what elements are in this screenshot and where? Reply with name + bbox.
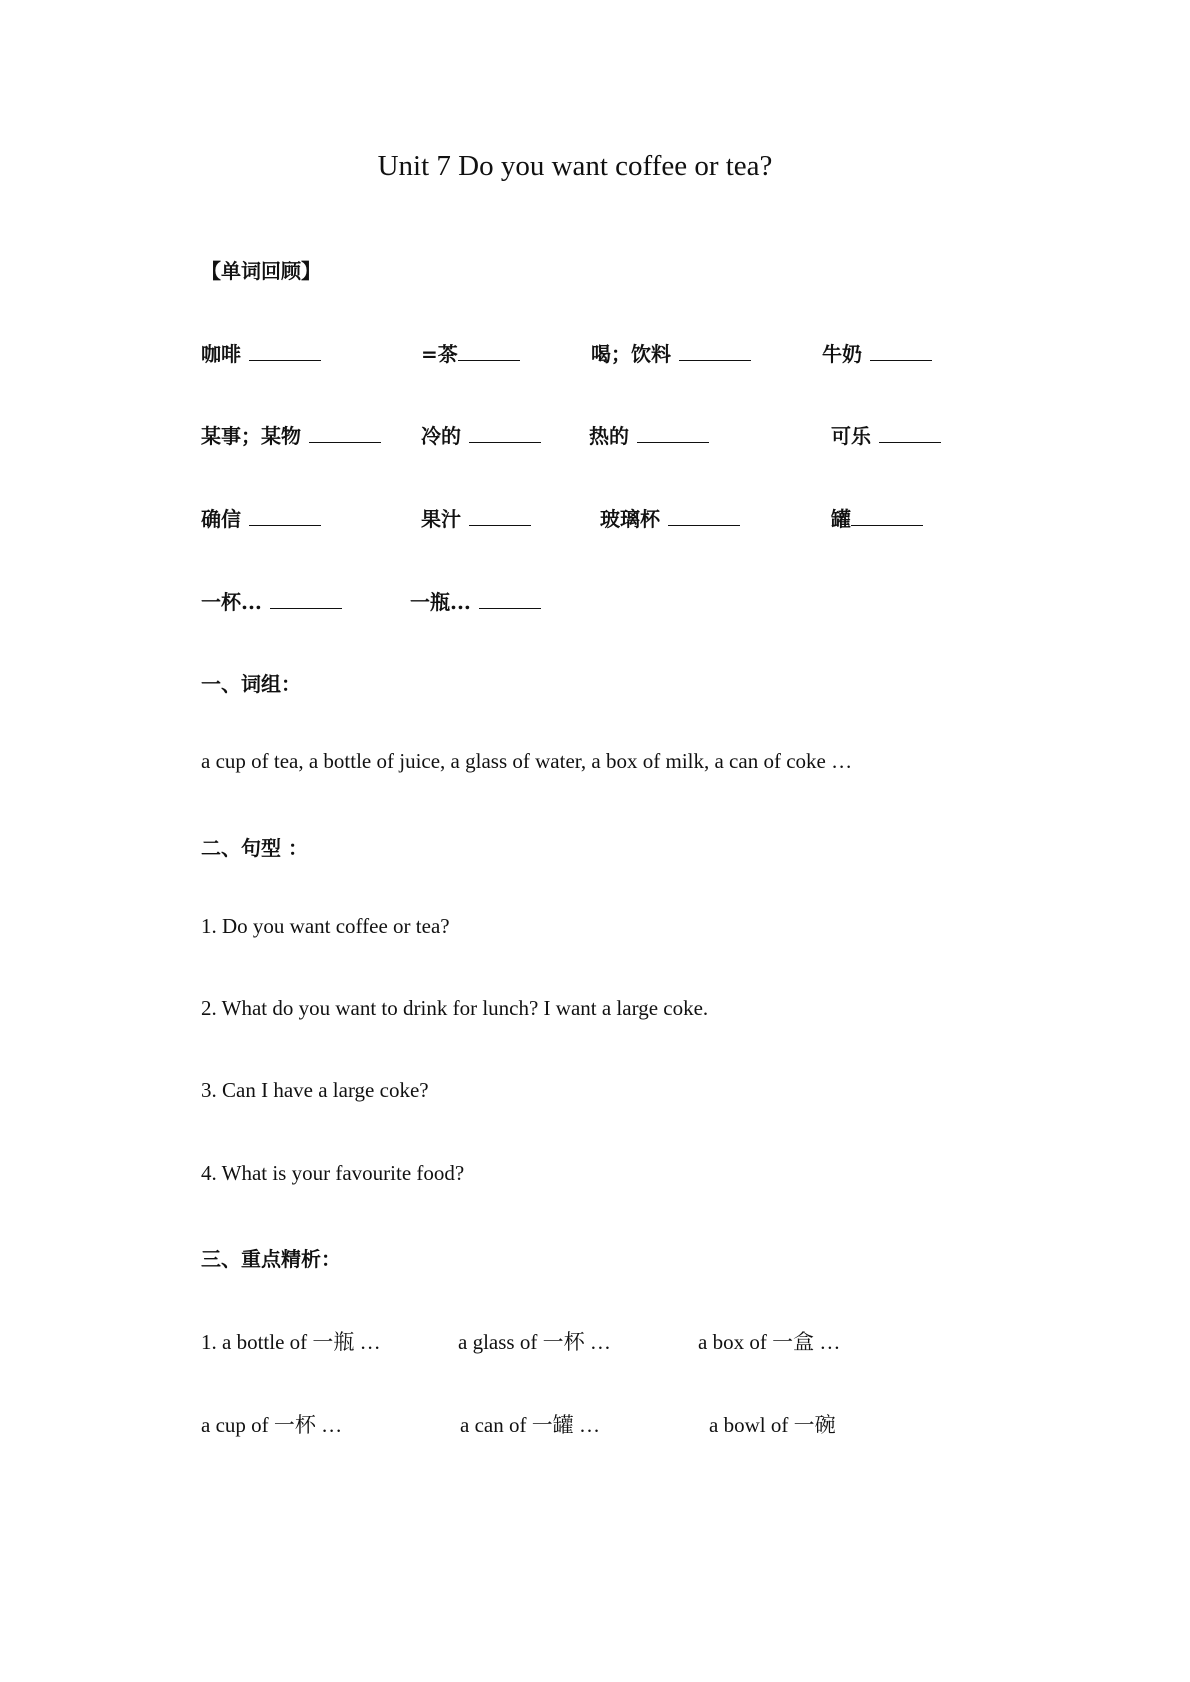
phrase-pair: a glass of 一杯 … (458, 1330, 611, 1354)
page-title: Unit 7 Do you want coffee or tea? (377, 150, 773, 182)
sentence: 3. Can I have a large coke? (201, 1078, 429, 1102)
vocab-item: 热的 (589, 420, 709, 449)
sentence: 4. What is your favourite food? (201, 1161, 465, 1185)
vocab-item: 冷的 (421, 420, 541, 449)
sentence: 1. Do you want coffee or tea? (201, 914, 450, 938)
vocab-item: 确信 (201, 503, 321, 532)
vocab-item: 某事；某物 (201, 420, 381, 449)
vocab-item: 玻璃杯 (600, 503, 740, 532)
vocab-item: 喝；饮料 (591, 338, 751, 367)
vocab-item: 一瓶... (410, 586, 541, 615)
vocab-item: 可乐 (831, 420, 941, 449)
vocab-item: 果汁 (421, 503, 531, 532)
phrase-pair: a box of 一盒 … (698, 1330, 841, 1354)
phrase-pair: a bowl of 一碗 (709, 1413, 836, 1437)
vocab-item: =茶 (421, 338, 520, 367)
phrase-list: a cup of tea, a bottle of juice, a glass of water, a box of milk, a can of coke … (201, 749, 853, 773)
section3-heading: 三、重点精析： (201, 1247, 341, 1271)
sentence: 2. What do you want to drink for lunch? I want a large coke. (201, 996, 709, 1020)
vocab-item: 咖啡 (201, 338, 321, 367)
vocab-item: 牛奶 (822, 338, 932, 367)
vocab-item: 罐 (831, 503, 923, 532)
phrase-pair: a can of 一罐 … (460, 1413, 600, 1437)
section1-heading: 一、词组： (201, 672, 301, 696)
section2-heading: 二、句型 ： (201, 836, 308, 860)
phrase-pair: a cup of 一杯 … (201, 1413, 343, 1437)
vocab-header: 【单词回顾】 (201, 259, 321, 283)
phrase-pair: 1. a bottle of 一瓶 … (201, 1330, 381, 1354)
vocab-item: 一杯... (201, 586, 342, 615)
